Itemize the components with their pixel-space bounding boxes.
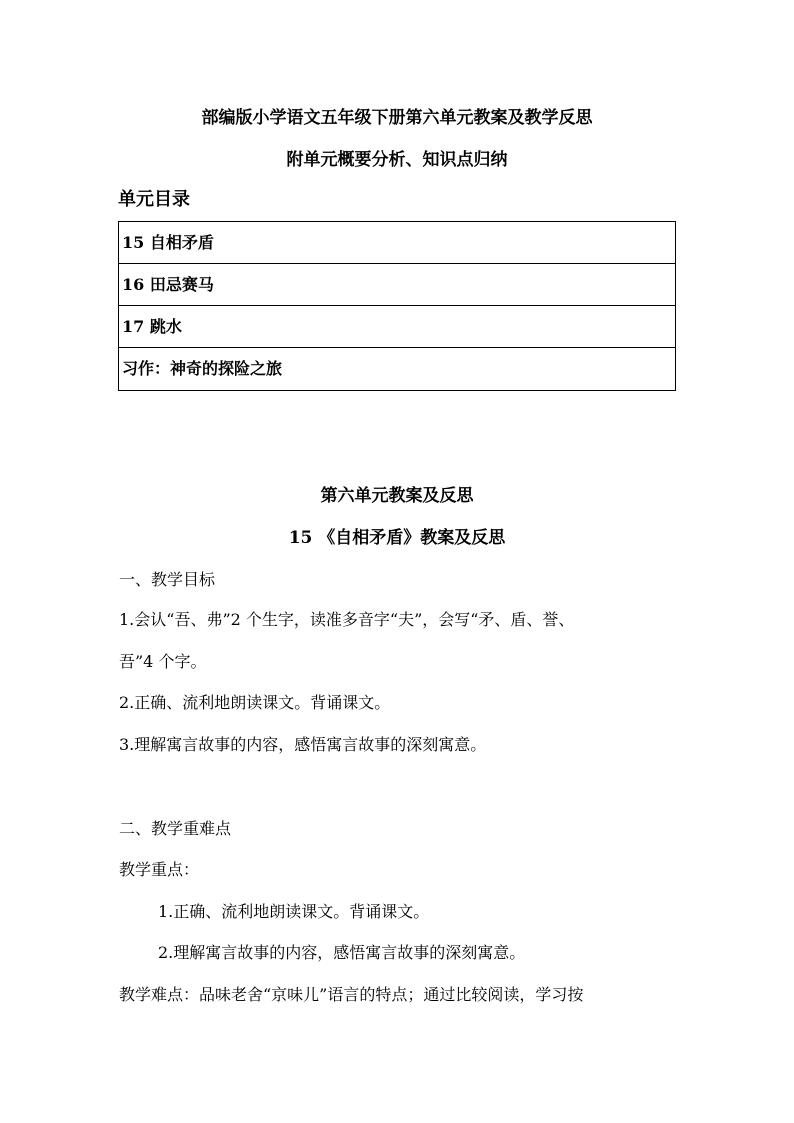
goals-heading: 一、教学目标 bbox=[119, 570, 216, 589]
difficulty-line: 教学难点：品味老舍“京味儿”语言的特点；通过比较阅读，学习按 bbox=[119, 985, 584, 1004]
key-points-heading: 二、教学重难点 bbox=[119, 819, 232, 838]
toc-row: 16 田忌赛马 bbox=[119, 264, 675, 306]
goal-1-line-2: 吾”4 个字。 bbox=[119, 652, 207, 671]
goal-3: 3.理解寓言故事的内容，感悟寓言故事的深刻寓意。 bbox=[119, 735, 487, 754]
toc-row: 15 自相矛盾 bbox=[119, 222, 675, 264]
document-subtitle: 附单元概要分析、知识点归纳 bbox=[286, 150, 508, 170]
goal-2: 2.正确、流利地朗读课文。背诵课文。 bbox=[119, 693, 391, 712]
lesson-heading: 15 《自相矛盾》教案及反思 bbox=[288, 528, 506, 548]
toc-row: 17 跳水 bbox=[119, 306, 675, 348]
toc-label: 单元目录 bbox=[118, 189, 190, 210]
toc-row: 习作：神奇的探险之旅 bbox=[122, 359, 283, 378]
key-point-2: 2.理解寓言故事的内容，感悟寓言故事的深刻寓意。 bbox=[158, 943, 526, 962]
toc-table bbox=[118, 221, 676, 391]
key-points-label: 教学重点： bbox=[119, 860, 200, 879]
key-point-1: 1.正确、流利地朗读课文。背诵课文。 bbox=[158, 902, 430, 921]
unit-heading: 第六单元教案及反思 bbox=[320, 486, 474, 506]
document-title: 部编版小学语文五年级下册第六单元教案及教学反思 bbox=[201, 108, 593, 128]
goal-1-line-1: 1.会认“吾、弗”2 个生字，读准多音字“夫”，会写“矛、盾、誉、 bbox=[119, 610, 575, 629]
